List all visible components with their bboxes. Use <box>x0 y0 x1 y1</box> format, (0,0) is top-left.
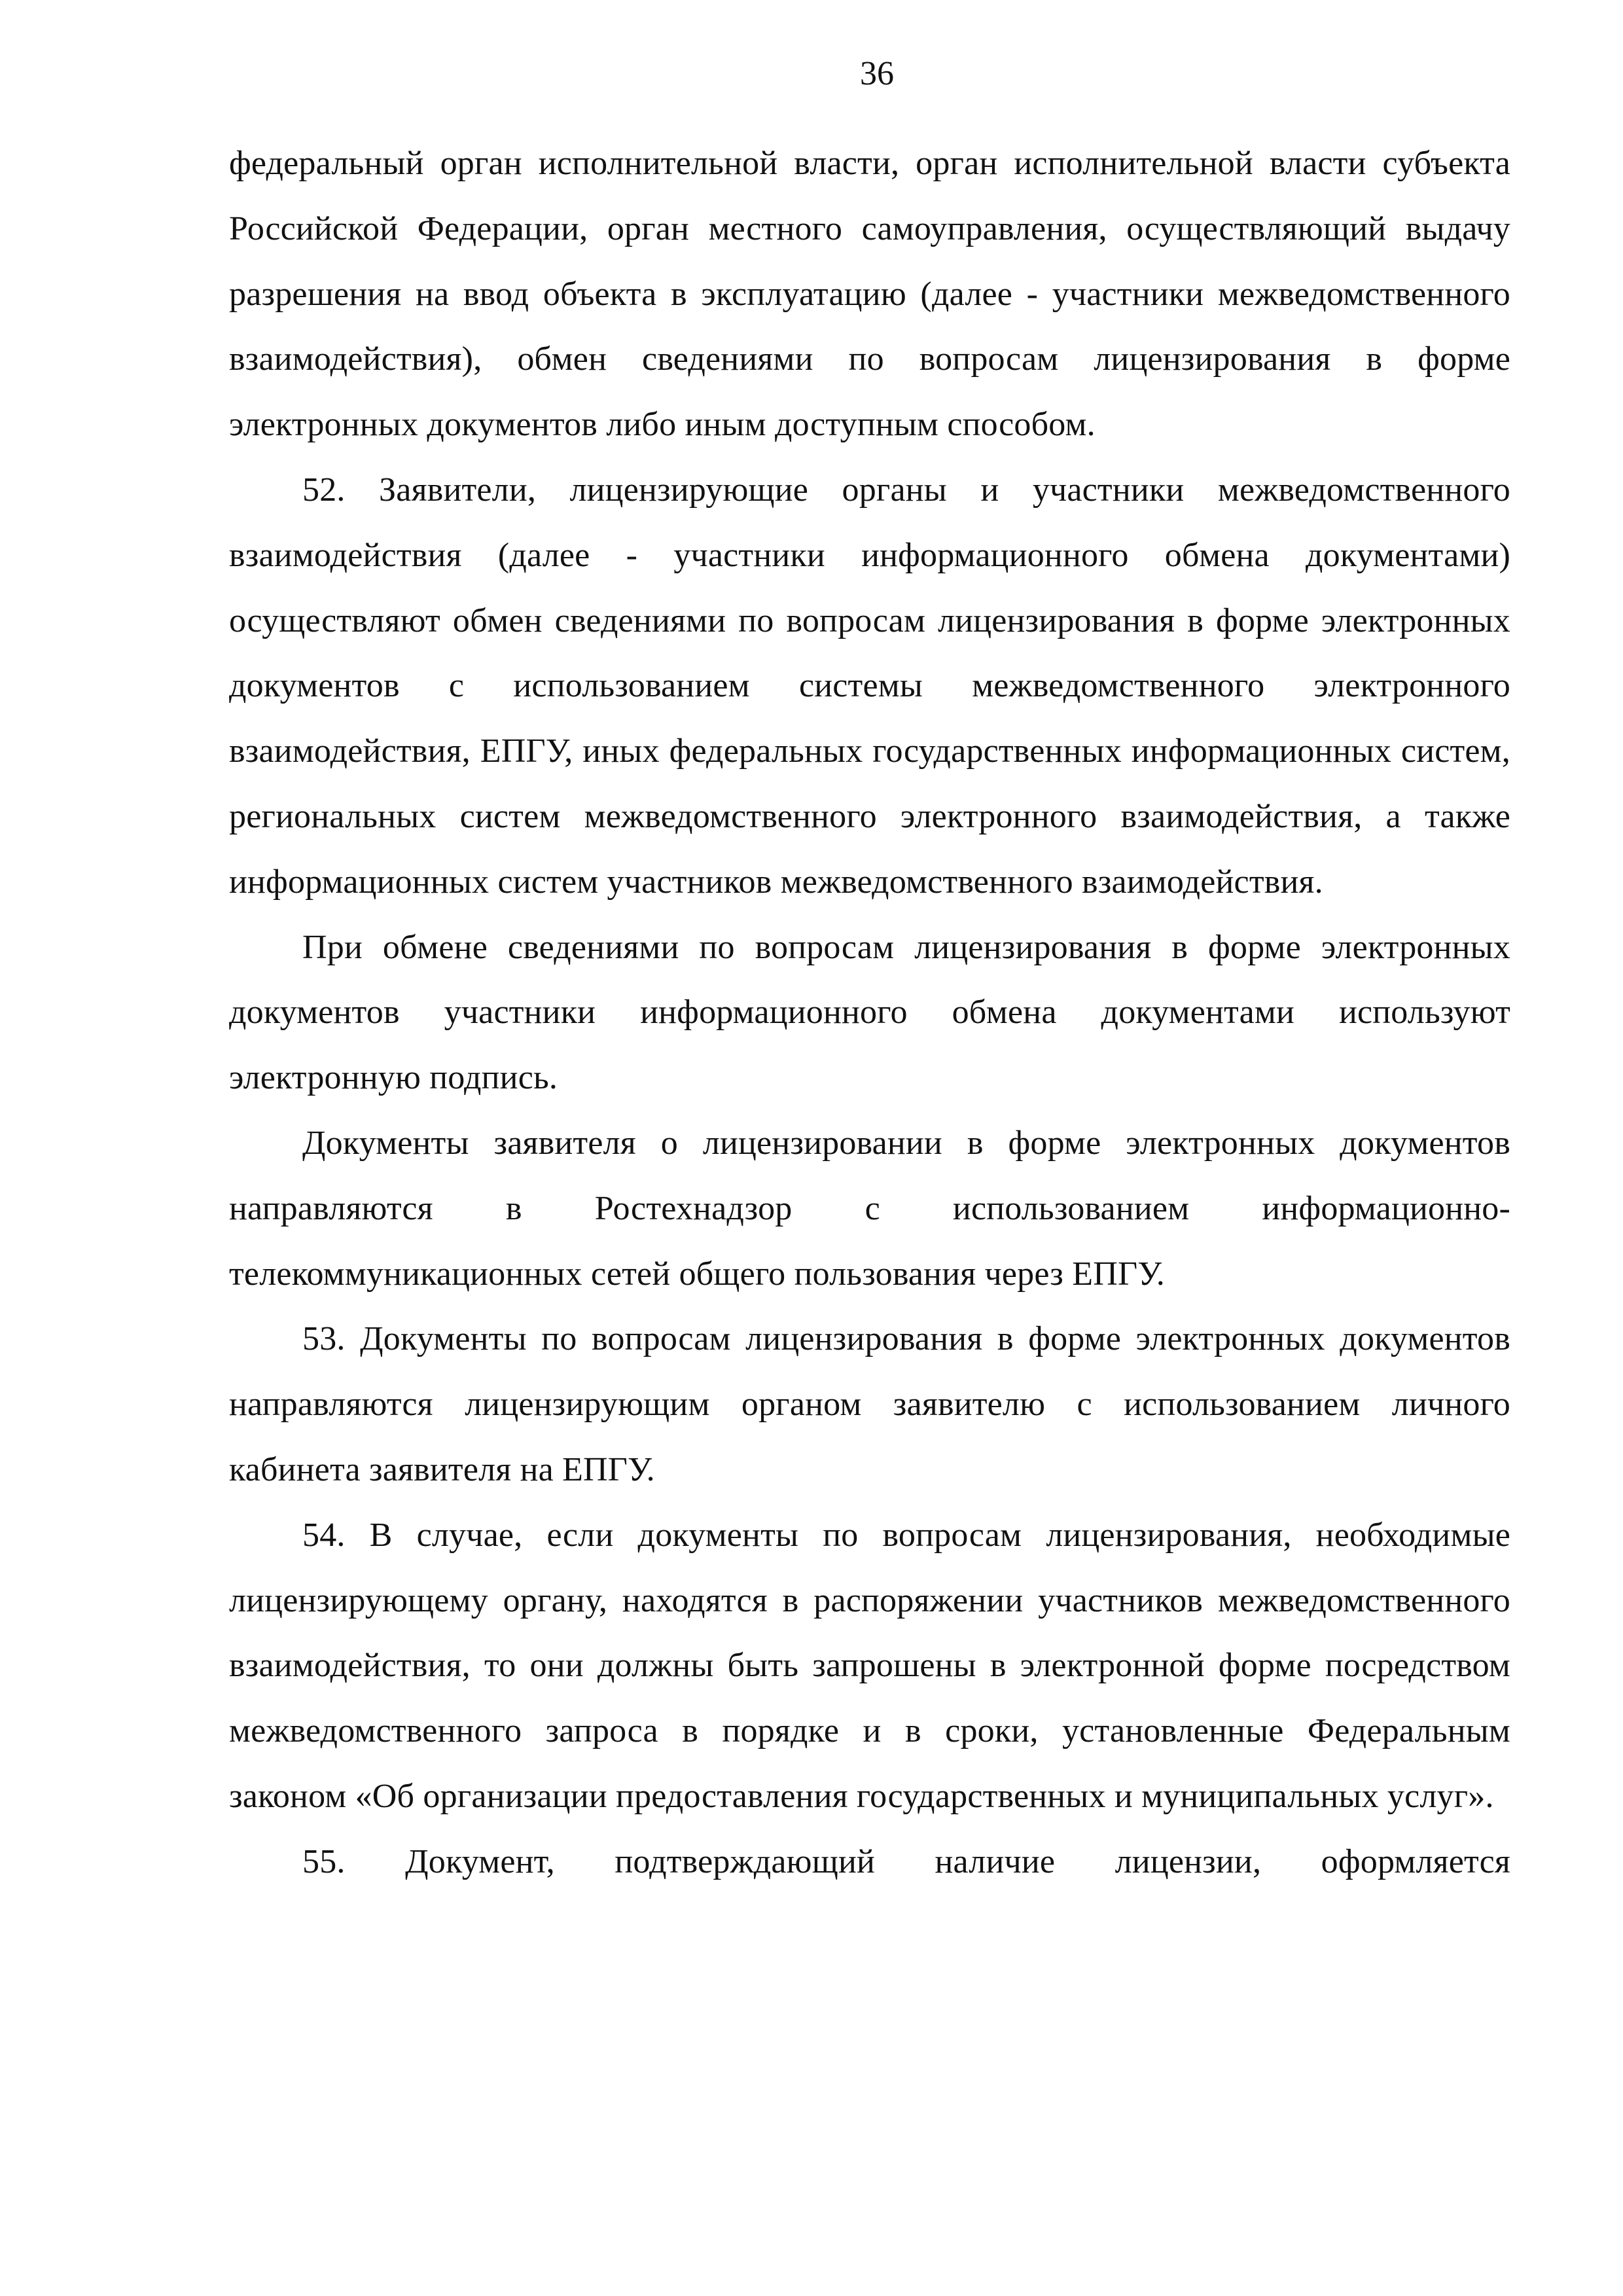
paragraph-53: 53. Документы по вопросам лицензирования в форме электронных документов направляются лицензирующим органом заявителю с использованием личного кабинета заявителя на ЕПГУ. <box>229 1320 1510 1488</box>
page-number: 36 <box>860 55 894 92</box>
paragraph-applicant-documents: Документы заявителя о лицензировании в форме электронных документов направляются в Ростехнадзор с использованием информационно-телекоммуникационных сетей общего пользования через ЕПГУ. <box>229 1124 1510 1293</box>
paragraph-continuation: федеральный орган исполнительной власти, орган исполнительной власти субъекта Российской Федерации, орган местного самоуправления, осуществляющий выдачу разрешения на ввод объекта в эксплуатацию (далее - участники межведомственного взаимодействия), обмен сведениями по вопросам лицензирования в форме электронных документов либо иным доступным способом. <box>229 145 1510 444</box>
paragraph-electronic-signature: При обмене сведениями по вопросам лицензирования в форме электронных документов участники информационного обмена документами используют электронную подпись. <box>229 928 1510 1097</box>
document-body <box>229 131 1510 1895</box>
paragraph-55: 55. Документ, подтверждающий наличие лицензии, оформляется <box>302 1842 1510 1880</box>
paragraph-52: 52. Заявители, лицензирующие органы и участники межведомственного взаимодействия (далее - участники информационного обмена документами) осуществляют обмен сведениями по вопросам лицензирования в форме электронных документов с использованием системы межведомственного электронного взаимодействия, ЕПГУ, иных федеральных государственных информационных систем, региональных систем межведомственного электронного взаимодействия, а также информационных систем участников межведомственного взаимодействия. <box>229 471 1510 901</box>
paragraph-54: 54. В случае, если документы по вопросам лицензирования, необходимые лицензирующему органу, находятся в распоряжении участников межведомственного взаимодействия, то они должны быть запрошены в электронной форме посредством межведомственного запроса в порядке и в сроки, установленные Федеральным законом «Об организации предоставления государственных и муниципальных услуг». <box>229 1516 1510 1815</box>
